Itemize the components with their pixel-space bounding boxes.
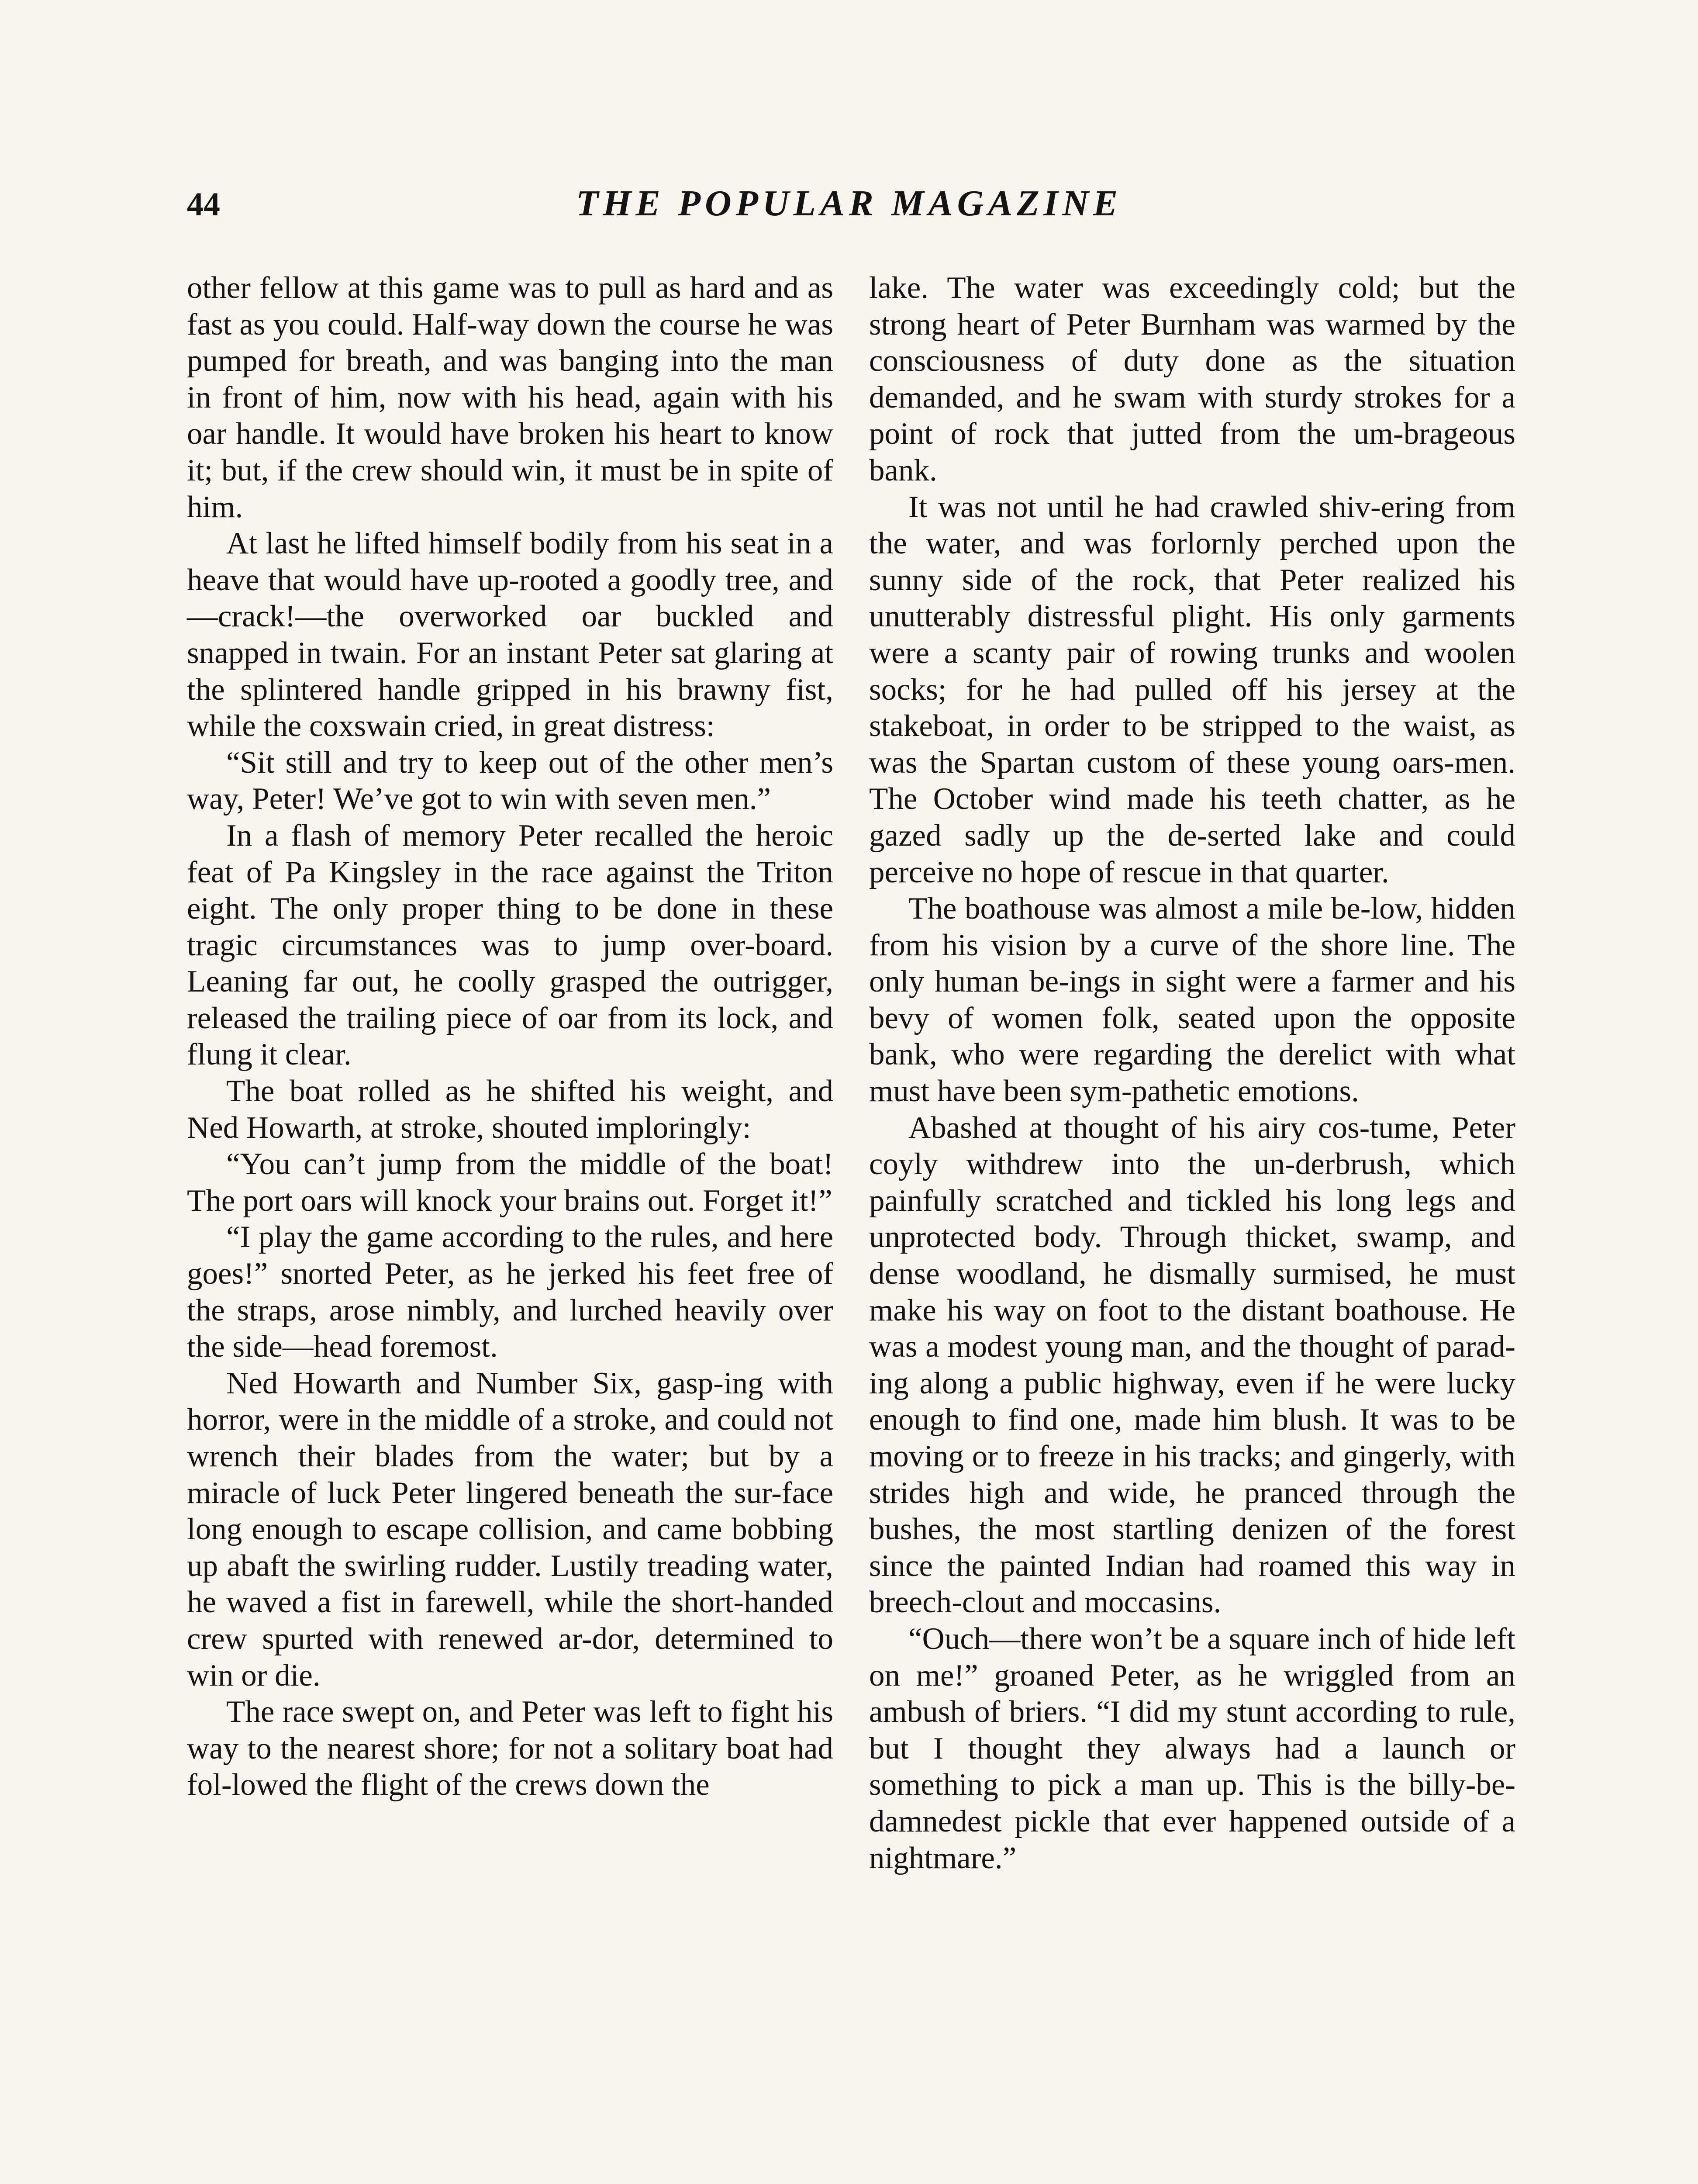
- paragraph: Ned Howarth and Number Six, gasp-ing with horror, were in the middle of a stroke, and could not wrench their blades from the water; but by a miracle of luck Peter lingered beneath the sur-face long enough to escape collision, and came bobbing up abaft the swirling rudder. Lustily treading water, he waved a fist in farewell, while the short-handed crew spurted with renewed ar-dor, determined to win or die.: [187, 1366, 833, 1693]
- paragraph: “Ouch—there won’t be a square inch of hide left on me!” groaned Peter, as he wriggled from an ambush of briers. “I did my stunt according to rule, but I thought they always had a launch or something to pick a man up. This is the billy-be-damnedest pickle that ever happened outside of a nightmare.”: [869, 1621, 1515, 1875]
- page-number: 44: [187, 186, 220, 223]
- left-column: [187, 270, 833, 1804]
- paragraph: The boat rolled as he shifted his weight, and Ned Howarth, at stroke, shouted imploringly:: [187, 1074, 833, 1145]
- paragraph: Abashed at thought of his airy cos-tume, Peter coyly withdrew into the un-derbrush, which painfully scratched and tickled his long legs and unprotected body. Through thicket, swamp, and dense woodland, he dismally surmised, he must make his way on foot to the distant boathouse. He was a modest young man, and the thought of parad-ing along a public highway, even if he were lucky enough to find one, made him blush. It was to be moving or to freeze in his tracks; and gingerly, with strides high and wide, he pranced through the bushes, the most startling denizen of the forest since the painted Indian had roamed this way in breech-clout and moccasins.: [869, 1110, 1515, 1620]
- paragraph: The boathouse was almost a mile be-low, hidden from his vision by a curve of the shore line. The only human be-ings in sight were a farmer and his bevy of women folk, seated upon the opposite bank, who were regarding the derelict with what must have been sym-pathetic emotions.: [869, 892, 1515, 1109]
- paragraph: other fellow at this game was to pull as hard and as fast as you could. Half-way down the course he was pumped for breath, and was banging into the man in front of him, now with his head, again with his oar handle. It would have broken his heart to know it; but, if the crew should win, it must be in spite of him.: [187, 271, 833, 524]
- paragraph: “I play the game according to the rules, and here goes!” snorted Peter, as he jerked his feet free of the straps, arose nimbly, and lurched heavily over the side—head foremost.: [187, 1220, 833, 1364]
- paragraph: The race swept on, and Peter was left to fight his way to the nearest shore; for not a solitary boat had fol-lowed the flight of the crews down the: [187, 1695, 833, 1802]
- right-column: [869, 270, 1515, 1876]
- paragraph: At last he lifted himself bodily from his seat in a heave that would have up-rooted a goodly tree, and—crack!—the overworked oar buckled and snapped in twain. For an instant Peter sat glaring at the splintered handle gripped in his brawny fist, while the coxswain cried, in great distress:: [187, 526, 833, 743]
- running-head: THE POPULAR MAGAZINE: [576, 183, 1122, 224]
- paragraph: “Sit still and try to keep out of the other men’s way, Peter! We’ve got to win with seven men.”: [187, 745, 833, 816]
- paragraph: lake. The water was exceedingly cold; but the strong heart of Peter Burnham was warmed by the consciousness of duty done as the situation demanded, and he swam with sturdy strokes for a point of rock that jutted from the um-brageous bank.: [869, 271, 1515, 487]
- paragraph: In a flash of memory Peter recalled the heroic feat of Pa Kingsley in the race against the Triton eight. The only proper thing to be done in these tragic circumstances was to jump over-board. Leaning far out, he coolly grasped the outrigger, released the trailing piece of oar from its lock, and flung it clear.: [187, 818, 833, 1072]
- paragraph: It was not until he had crawled shiv-ering from the water, and was forlornly perched upon the sunny side of the rock, that Peter realized his unutterably distressful plight. His only garments were a scanty pair of rowing trunks and woolen socks; for he had pulled off his jersey at the stakeboat, in order to be stripped to the waist, as was the Spartan custom of these young oars-men. The October wind made his teeth chatter, as he gazed sadly up the de-serted lake and could perceive no hope of rescue in that quarter.: [869, 490, 1515, 889]
- paragraph: “You can’t jump from the middle of the boat! The port oars will knock your brains out. Forget it!”: [187, 1147, 833, 1218]
